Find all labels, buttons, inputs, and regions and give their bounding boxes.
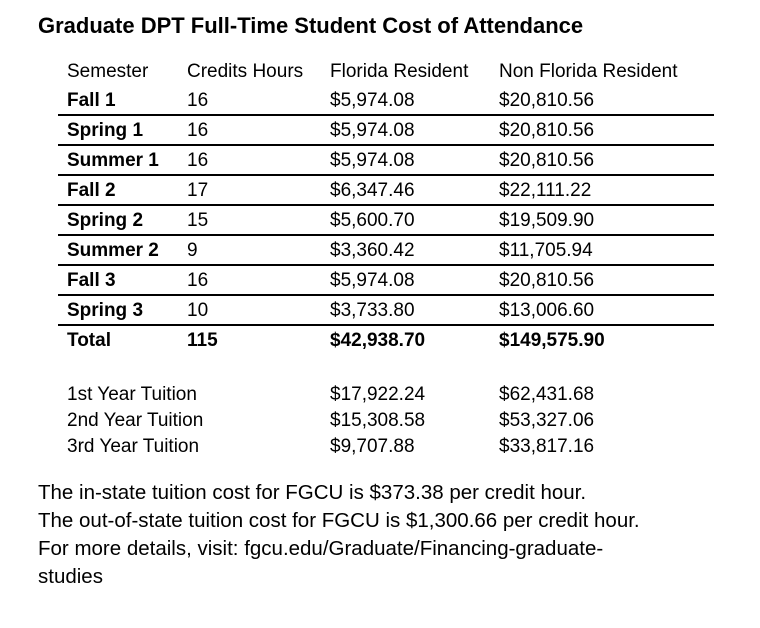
- credits-cell: 9: [187, 240, 198, 261]
- total-florida-cost: $42,938.70: [330, 330, 426, 351]
- table-header-row: [58, 58, 714, 86]
- credits-cell: 16: [187, 90, 209, 111]
- semester-cell: Fall 2: [67, 180, 116, 201]
- total-credits: 115: [187, 330, 218, 351]
- semester-cell: Spring 3: [67, 300, 144, 321]
- credits-cell: 16: [187, 120, 209, 141]
- non-florida-cost-cell: $20,810.56: [499, 150, 595, 171]
- florida-cost-cell: $5,974.08: [330, 150, 415, 171]
- semester-cell: Spring 2: [67, 210, 144, 231]
- non-florida-cost-cell: $11,705.94: [499, 240, 593, 261]
- details-link-text: For more details, visit: fgcu.edu/Graduate/Financing-graduate-: [38, 537, 604, 560]
- florida-cost-cell: $5,974.08: [330, 120, 415, 141]
- table-row: [58, 236, 714, 266]
- tuition-notes: [38, 479, 748, 591]
- header-credits: Credits Hours: [187, 61, 304, 82]
- non-florida-cost-cell: $13,006.60: [499, 300, 595, 321]
- year-florida-cost: $17,922.24: [330, 384, 426, 405]
- year-label: 1st Year Tuition: [67, 384, 197, 405]
- table-row: [58, 296, 714, 326]
- list-item: [58, 382, 714, 408]
- out-of-state-rate-note: The out-of-state tuition cost for FGCU is $1,300.66 per credit hour.: [38, 509, 640, 532]
- credits-cell: 17: [187, 180, 209, 201]
- florida-cost-cell: $5,600.70: [330, 210, 415, 231]
- table-row: [58, 206, 714, 236]
- semester-cell: Fall 3: [67, 270, 116, 291]
- credits-cell: 15: [187, 210, 209, 231]
- table-row: [58, 86, 714, 116]
- non-florida-cost-cell: $20,810.56: [499, 120, 595, 141]
- credits-cell: 16: [187, 270, 209, 291]
- year-non-florida-cost: $53,327.06: [499, 410, 595, 431]
- non-florida-cost-cell: $20,810.56: [499, 90, 595, 111]
- credits-cell: 10: [187, 300, 209, 321]
- header-semester: Semester: [67, 61, 149, 82]
- year-florida-cost: $9,707.88: [330, 436, 415, 457]
- year-non-florida-cost: $62,431.68: [499, 384, 595, 405]
- table-row: [58, 146, 714, 176]
- year-florida-cost: $15,308.58: [330, 410, 426, 431]
- year-non-florida-cost: $33,817.16: [499, 436, 595, 457]
- cost-table: [58, 58, 714, 356]
- header-non-florida-resident: Non Florida Resident: [499, 61, 678, 82]
- year-label: 2nd Year Tuition: [67, 410, 204, 431]
- yearly-tuition-list: [58, 382, 714, 460]
- semester-cell: Summer 1: [67, 150, 159, 171]
- semester-cell: Spring 1: [67, 120, 144, 141]
- total-non-florida-cost: $149,575.90: [499, 330, 605, 351]
- semester-cell: Summer 2: [67, 240, 159, 261]
- florida-cost-cell: $5,974.08: [330, 90, 415, 111]
- non-florida-cost-cell: $22,111.22: [499, 180, 592, 201]
- in-state-rate-note: The in-state tuition cost for FGCU is $373.38 per credit hour.: [38, 481, 587, 504]
- year-label: 3rd Year Tuition: [67, 436, 200, 457]
- table-row: [58, 266, 714, 296]
- florida-cost-cell: $6,347.46: [330, 180, 415, 201]
- florida-cost-cell: $5,974.08: [330, 270, 415, 291]
- header-florida-resident: Florida Resident: [330, 61, 469, 82]
- total-label: Total: [67, 330, 111, 351]
- page-title: Graduate DPT Full-Time Student Cost of Attendance: [38, 13, 584, 38]
- semester-cell: Fall 1: [67, 90, 116, 111]
- table-row: [58, 176, 714, 206]
- non-florida-cost-cell: $20,810.56: [499, 270, 595, 291]
- credits-cell: 16: [187, 150, 209, 171]
- list-item: [58, 408, 714, 434]
- non-florida-cost-cell: $19,509.90: [499, 210, 595, 231]
- table-total-row: [58, 326, 714, 356]
- list-item: [58, 434, 714, 460]
- details-link-text-continued: studies: [38, 565, 103, 588]
- florida-cost-cell: $3,360.42: [330, 240, 415, 261]
- florida-cost-cell: $3,733.80: [330, 300, 415, 321]
- table-row: [58, 116, 714, 146]
